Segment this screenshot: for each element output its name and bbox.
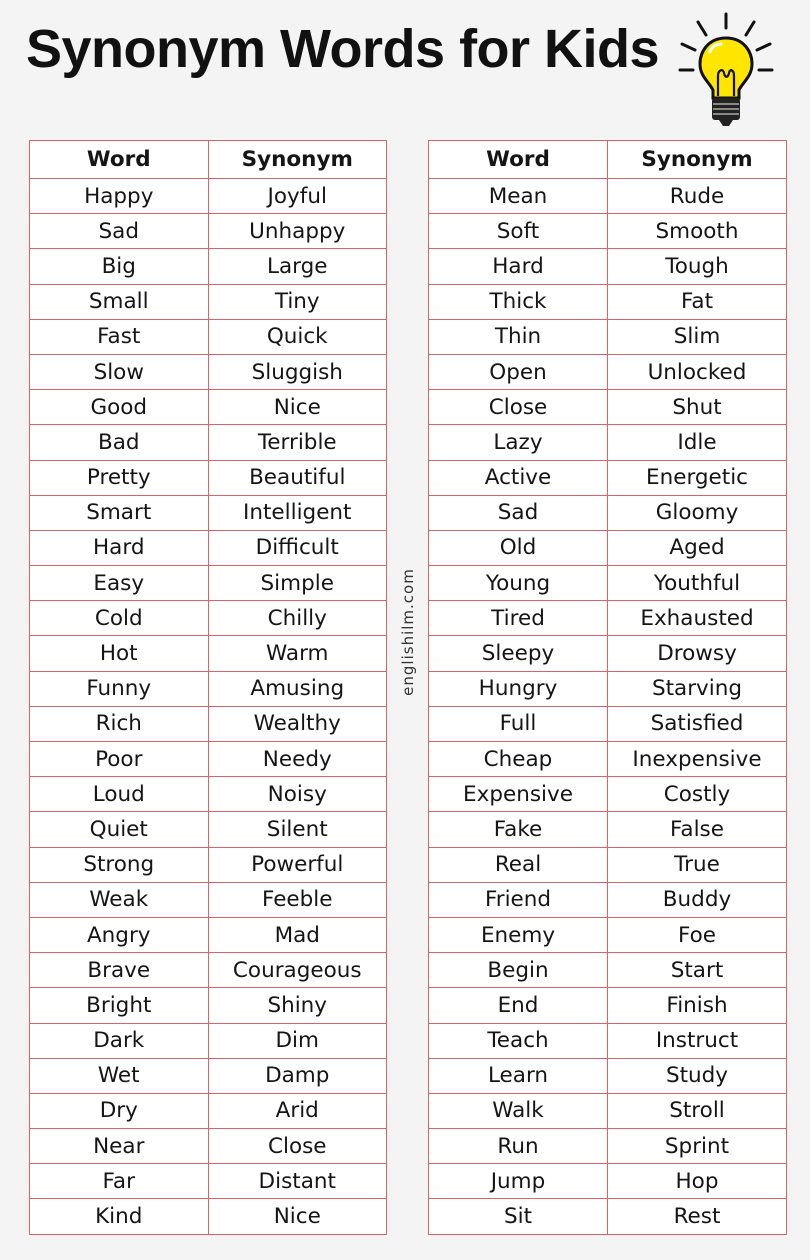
synonym-cell: Shiny <box>208 988 387 1023</box>
word-cell: Strong <box>30 847 209 882</box>
word-cell: Sit <box>429 1199 608 1234</box>
synonym-cell: Costly <box>608 777 787 812</box>
synonym-cell: Joyful <box>208 179 387 214</box>
synonym-cell: Wealthy <box>208 706 387 741</box>
word-cell: Close <box>429 390 608 425</box>
synonym-cell: Foe <box>608 917 787 952</box>
table-row <box>429 882 787 917</box>
table-header-row <box>429 141 787 179</box>
word-cell: Enemy <box>429 917 608 952</box>
table-row <box>429 812 787 847</box>
word-cell: Funny <box>30 671 209 706</box>
word-cell: Small <box>30 284 209 319</box>
table-row <box>30 495 387 530</box>
table-row <box>429 917 787 952</box>
synonym-cell: Smooth <box>608 214 787 249</box>
table-row <box>30 530 387 565</box>
table-row <box>30 354 387 389</box>
word-cell: Walk <box>429 1093 608 1128</box>
synonym-cell: Arid <box>208 1093 387 1128</box>
synonym-cell: Quick <box>208 319 387 354</box>
table-row <box>429 284 787 319</box>
word-cell: Sad <box>429 495 608 530</box>
column-header-word: Word <box>429 141 608 179</box>
table-row <box>429 495 787 530</box>
synonym-cell: Mad <box>208 917 387 952</box>
synonym-cell: Starving <box>608 671 787 706</box>
column-header-synonym: Synonym <box>608 141 787 179</box>
table-row <box>429 425 787 460</box>
synonym-cell: Intelligent <box>208 495 387 530</box>
table-row <box>429 1058 787 1093</box>
table-row <box>30 742 387 777</box>
table-row <box>30 917 387 952</box>
table-row <box>30 812 387 847</box>
table-row <box>30 1199 387 1234</box>
word-cell: Happy <box>30 179 209 214</box>
synonym-cell: Buddy <box>608 882 787 917</box>
table-row <box>30 319 387 354</box>
table-row <box>30 601 387 636</box>
word-cell: Tired <box>429 601 608 636</box>
word-cell: Open <box>429 354 608 389</box>
synonym-cell: Rest <box>608 1199 787 1234</box>
word-cell: Bright <box>30 988 209 1023</box>
word-cell: Good <box>30 390 209 425</box>
word-cell: Cheap <box>429 742 608 777</box>
synonym-cell: Youthful <box>608 566 787 601</box>
column-header-synonym: Synonym <box>208 141 387 179</box>
synonym-table-left <box>29 140 387 1235</box>
synonym-cell: Hop <box>608 1164 787 1199</box>
table-row <box>30 425 387 460</box>
table-row <box>429 1023 787 1058</box>
synonym-cell: Stroll <box>608 1093 787 1128</box>
word-cell: Hard <box>429 249 608 284</box>
table-row <box>429 706 787 741</box>
table-row <box>429 636 787 671</box>
synonym-cell: Chilly <box>208 601 387 636</box>
table-row <box>30 706 387 741</box>
word-cell: Mean <box>429 179 608 214</box>
table-row <box>429 530 787 565</box>
table-row <box>30 460 387 495</box>
word-cell: Run <box>429 1129 608 1164</box>
synonym-cell: Rude <box>608 179 787 214</box>
word-cell: Poor <box>30 742 209 777</box>
word-cell: Learn <box>429 1058 608 1093</box>
synonym-cell: Warm <box>208 636 387 671</box>
synonym-cell: Needy <box>208 742 387 777</box>
table-row <box>30 777 387 812</box>
table-row <box>429 742 787 777</box>
word-cell: Soft <box>429 214 608 249</box>
table-row <box>30 882 387 917</box>
table-row <box>429 354 787 389</box>
word-cell: Full <box>429 706 608 741</box>
synonym-cell: Unhappy <box>208 214 387 249</box>
synonym-cell: Silent <box>208 812 387 847</box>
word-cell: Cold <box>30 601 209 636</box>
synonym-cell: Beautiful <box>208 460 387 495</box>
word-cell: Teach <box>429 1023 608 1058</box>
lightbulb-icon <box>676 8 776 130</box>
table-row <box>429 953 787 988</box>
table-row <box>429 566 787 601</box>
word-cell: Hot <box>30 636 209 671</box>
column-header-word: Word <box>30 141 209 179</box>
synonym-cell: Difficult <box>208 530 387 565</box>
table-row <box>429 249 787 284</box>
synonym-cell: Fat <box>608 284 787 319</box>
word-cell: Loud <box>30 777 209 812</box>
synonym-cell: Close <box>208 1129 387 1164</box>
word-cell: Weak <box>30 882 209 917</box>
synonym-table-right <box>428 140 787 1235</box>
word-cell: Easy <box>30 566 209 601</box>
table-row <box>429 390 787 425</box>
word-cell: Jump <box>429 1164 608 1199</box>
table-row <box>429 601 787 636</box>
synonym-cell: Inexpensive <box>608 742 787 777</box>
synonym-cell: Finish <box>608 988 787 1023</box>
word-cell: Brave <box>30 953 209 988</box>
synonym-cell: Satisfied <box>608 706 787 741</box>
synonym-cell: Exhausted <box>608 601 787 636</box>
table-row <box>30 671 387 706</box>
word-cell: Lazy <box>429 425 608 460</box>
table-row <box>30 847 387 882</box>
table-row <box>429 1093 787 1128</box>
synonym-cell: Gloomy <box>608 495 787 530</box>
table-row <box>30 566 387 601</box>
table-row <box>429 1164 787 1199</box>
word-cell: Angry <box>30 917 209 952</box>
word-cell: Fake <box>429 812 608 847</box>
table-row <box>429 179 787 214</box>
synonym-cell: Start <box>608 953 787 988</box>
synonym-cell: Tough <box>608 249 787 284</box>
table-row <box>30 214 387 249</box>
synonym-cell: Sprint <box>608 1129 787 1164</box>
synonym-cell: Energetic <box>608 460 787 495</box>
synonym-cell: Damp <box>208 1058 387 1093</box>
table-header-row <box>30 141 387 179</box>
word-cell: Fast <box>30 319 209 354</box>
table-row <box>30 390 387 425</box>
word-cell: Dark <box>30 1023 209 1058</box>
synonym-cell: True <box>608 847 787 882</box>
table-row <box>429 319 787 354</box>
word-cell: Expensive <box>429 777 608 812</box>
synonym-cell: Feeble <box>208 882 387 917</box>
word-cell: Far <box>30 1164 209 1199</box>
synonym-cell: Powerful <box>208 847 387 882</box>
watermark: englishilm.com <box>399 568 417 696</box>
table-row <box>429 671 787 706</box>
synonym-cell: Simple <box>208 566 387 601</box>
table-row <box>30 179 387 214</box>
table-row <box>30 1058 387 1093</box>
synonym-cell: Study <box>608 1058 787 1093</box>
synonym-cell: Shut <box>608 390 787 425</box>
table-row <box>30 988 387 1023</box>
synonym-cell: Nice <box>208 1199 387 1234</box>
table-row <box>429 988 787 1023</box>
word-cell: Young <box>429 566 608 601</box>
synonym-cell: Slim <box>608 319 787 354</box>
table-row <box>30 249 387 284</box>
table-row <box>30 1023 387 1058</box>
word-cell: Friend <box>429 882 608 917</box>
synonym-cell: Terrible <box>208 425 387 460</box>
word-cell: Thick <box>429 284 608 319</box>
word-cell: Dry <box>30 1093 209 1128</box>
synonym-cell: Unlocked <box>608 354 787 389</box>
table-row <box>429 214 787 249</box>
table-row <box>30 1164 387 1199</box>
word-cell: Thin <box>429 319 608 354</box>
synonym-cell: Tiny <box>208 284 387 319</box>
table-row <box>429 1129 787 1164</box>
table-row <box>429 777 787 812</box>
word-cell: Sad <box>30 214 209 249</box>
word-cell: Begin <box>429 953 608 988</box>
table-row <box>30 953 387 988</box>
word-cell: Pretty <box>30 460 209 495</box>
synonym-cell: Idle <box>608 425 787 460</box>
synonym-cell: Amusing <box>208 671 387 706</box>
word-cell: Big <box>30 249 209 284</box>
synonym-cell: False <box>608 812 787 847</box>
word-cell: End <box>429 988 608 1023</box>
word-cell: Kind <box>30 1199 209 1234</box>
table-row <box>30 284 387 319</box>
synonym-cell: Nice <box>208 390 387 425</box>
page-title: Synonym Words for Kids <box>26 19 660 79</box>
synonym-cell: Sluggish <box>208 354 387 389</box>
synonym-cell: Distant <box>208 1164 387 1199</box>
synonym-cell: Aged <box>608 530 787 565</box>
table-row <box>429 847 787 882</box>
word-cell: Smart <box>30 495 209 530</box>
synonym-cell: Large <box>208 249 387 284</box>
table-row <box>429 460 787 495</box>
synonym-cell: Noisy <box>208 777 387 812</box>
table-row <box>429 1199 787 1234</box>
table-row <box>30 636 387 671</box>
word-cell: Wet <box>30 1058 209 1093</box>
word-cell: Quiet <box>30 812 209 847</box>
word-cell: Near <box>30 1129 209 1164</box>
word-cell: Sleepy <box>429 636 608 671</box>
table-row <box>30 1129 387 1164</box>
synonym-cell: Dim <box>208 1023 387 1058</box>
word-cell: Real <box>429 847 608 882</box>
word-cell: Bad <box>30 425 209 460</box>
table-row <box>30 1093 387 1128</box>
word-cell: Hard <box>30 530 209 565</box>
word-cell: Old <box>429 530 608 565</box>
word-cell: Hungry <box>429 671 608 706</box>
word-cell: Rich <box>30 706 209 741</box>
synonym-cell: Instruct <box>608 1023 787 1058</box>
word-cell: Slow <box>30 354 209 389</box>
word-cell: Active <box>429 460 608 495</box>
synonym-cell: Drowsy <box>608 636 787 671</box>
synonym-cell: Courageous <box>208 953 387 988</box>
